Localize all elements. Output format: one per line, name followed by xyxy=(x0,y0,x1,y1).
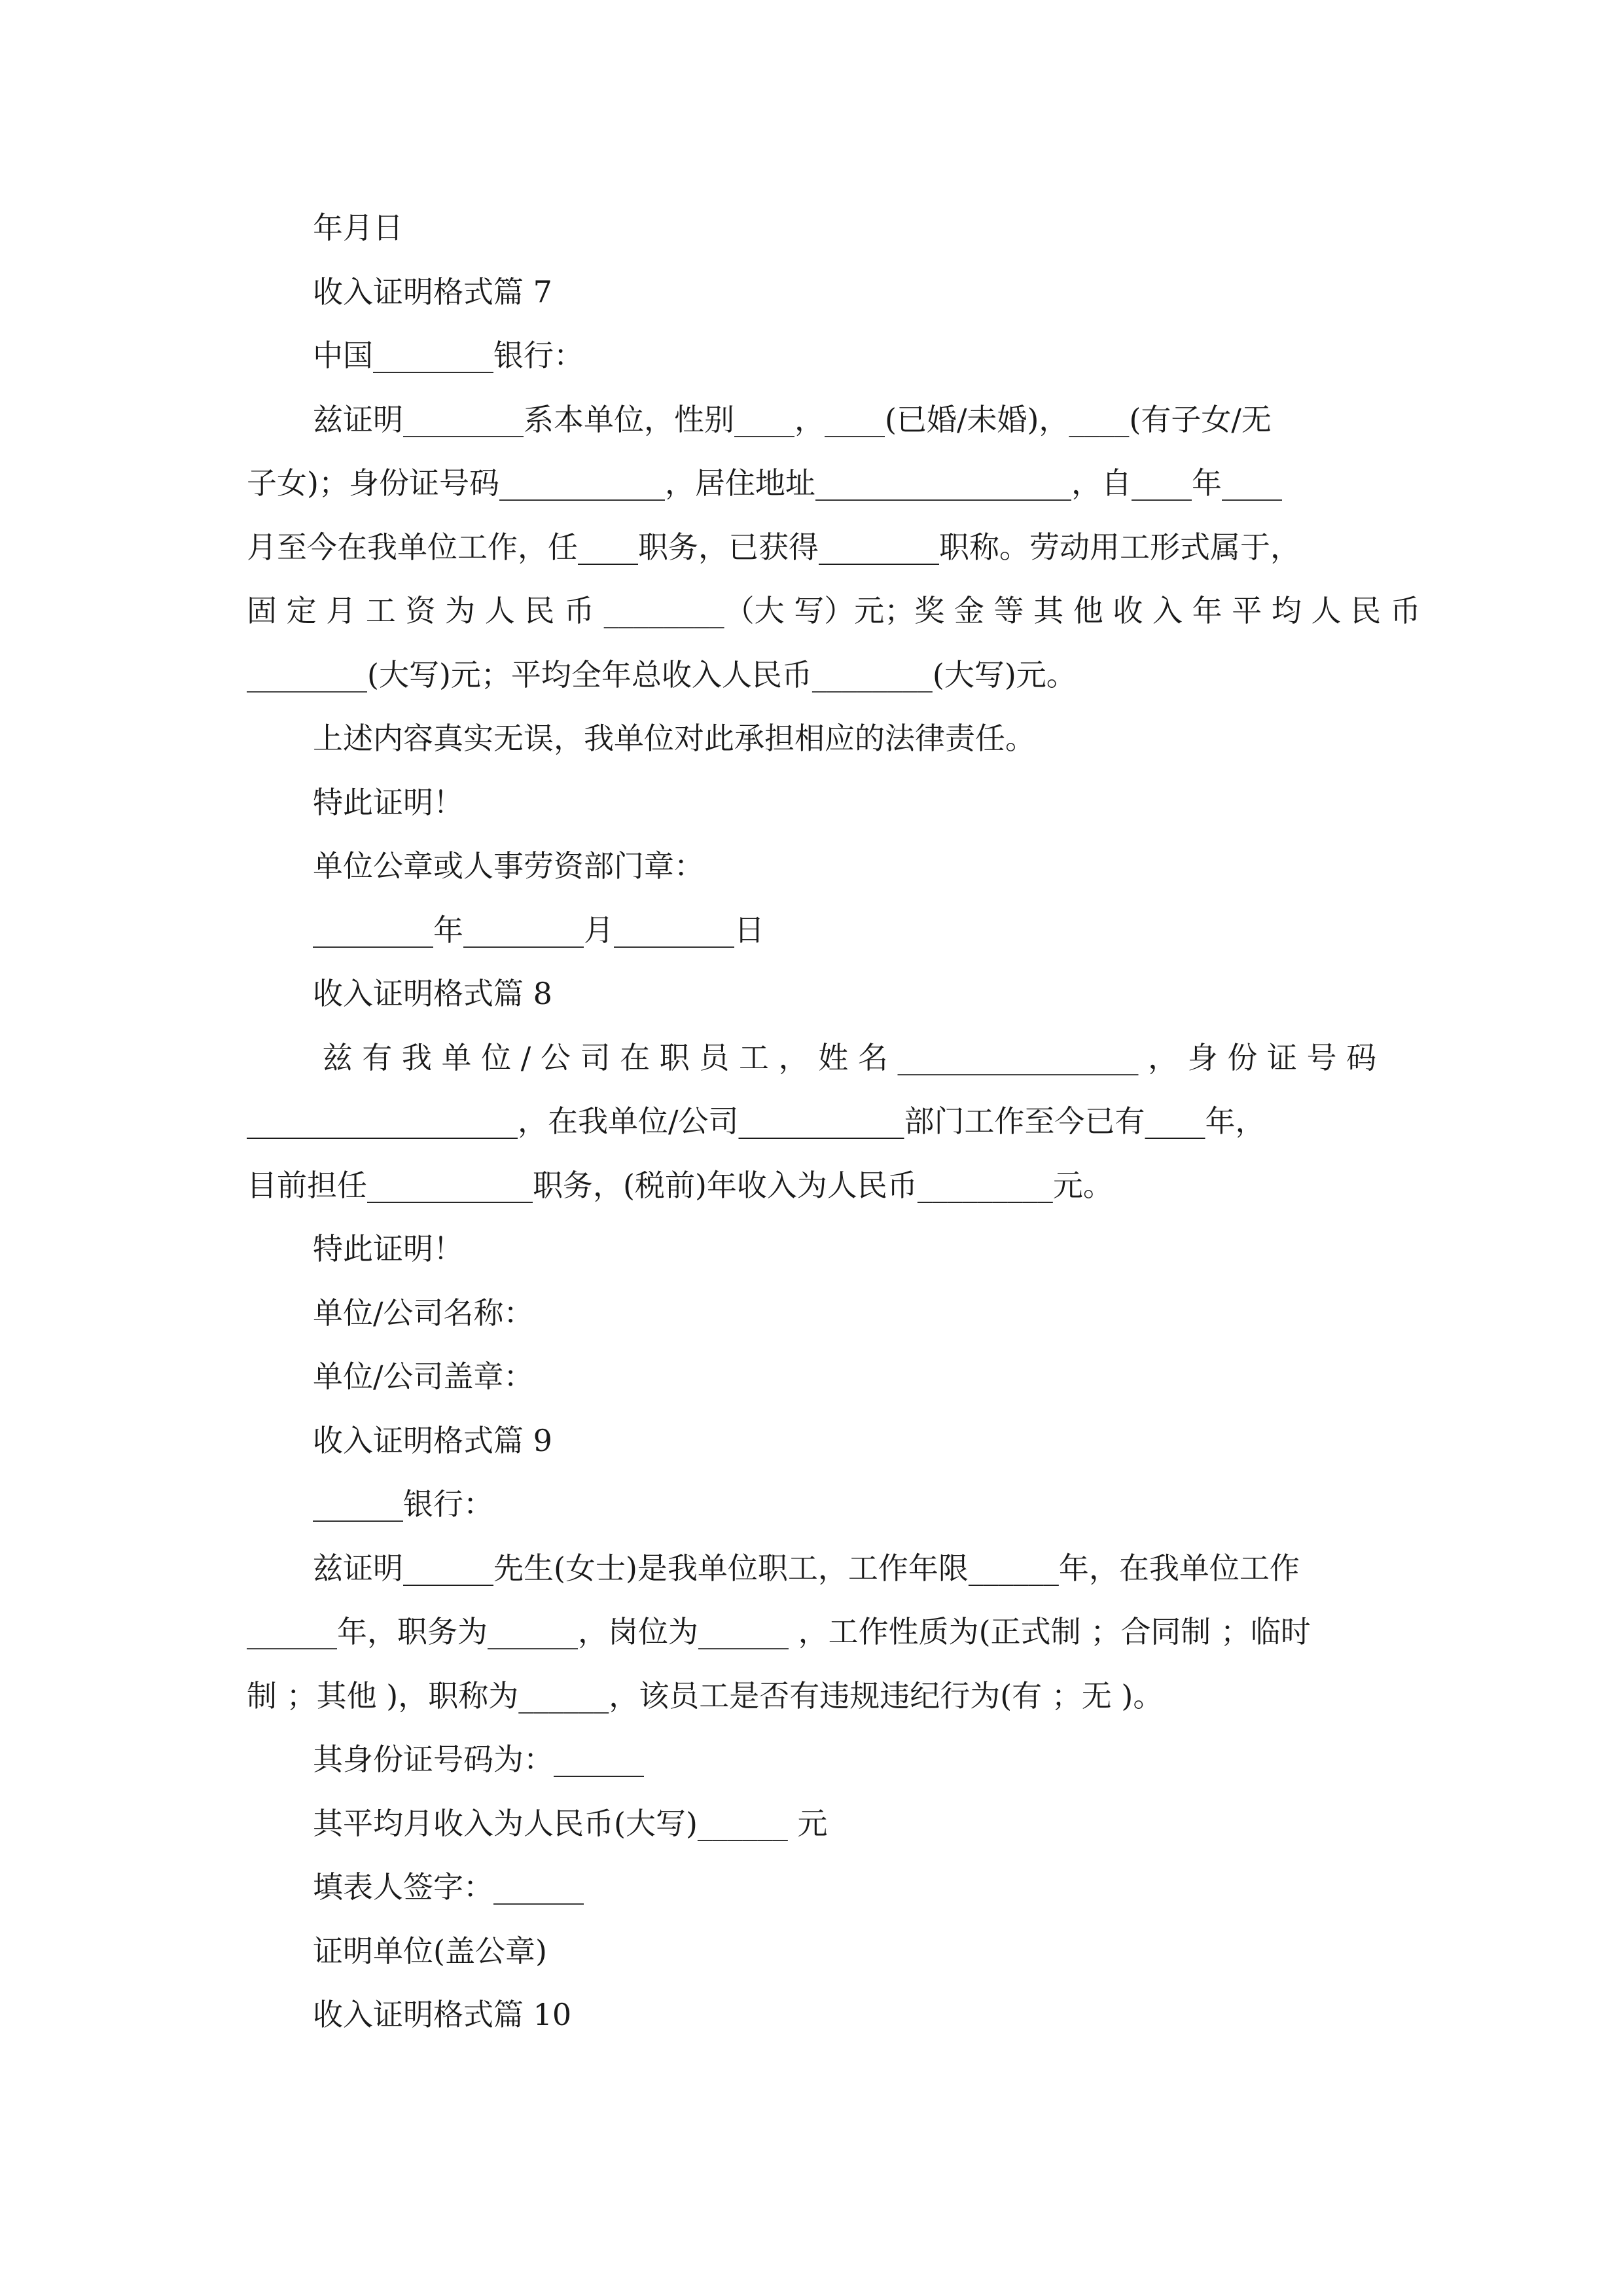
paragraph-line: 制 ；其他 )，职称为______，该员工是否有违规违纪行为(有 ；无 )。 xyxy=(247,1678,1164,1713)
id-number-line: 其身份证号码为：______ xyxy=(313,1742,644,1777)
section-heading-7: 收入证明格式篇 7 xyxy=(313,274,552,310)
income-line: 其平均月收入为人民币(大写)______ 元 xyxy=(313,1806,828,1841)
paragraph-line: 兹证明______先生(女士)是我单位职工，工作年限______年，在我单位工作 xyxy=(313,1551,1300,1586)
paragraph-line: 子女)；身份证号码___________，居住地址_________________，自____年____ xyxy=(247,465,1282,501)
closing-line: 特此证明！ xyxy=(313,785,463,820)
paragraph-line: 兹 有 我 单 位 / 公 司 在 职 员 工 ， 姓 名 ________________ ， 身 份 证 号 码 xyxy=(313,1040,1377,1075)
paragraph-line: ______年，职务为______，岗位为______ ，工作性质为(正式制 ；合同制 ；临时 xyxy=(247,1614,1311,1649)
section-heading-9: 收入证明格式篇 9 xyxy=(313,1423,552,1458)
bank-line: 中国________银行： xyxy=(313,338,584,373)
closing-line: 特此证明！ xyxy=(313,1231,463,1266)
paragraph-line: __________________，在我单位/公司___________部门工作至今已有____年， xyxy=(247,1103,1266,1139)
date-line: 年月日 xyxy=(313,210,403,245)
section-heading-10: 收入证明格式篇 10 xyxy=(313,1997,572,2032)
company-name-line: 单位/公司名称： xyxy=(313,1295,534,1331)
seal-line: 单位公章或人事劳资部门章： xyxy=(313,848,704,884)
paragraph-line: 固 定 月 工 资 为 人 民 币 ________（大 写）元；奖 金 等 其 他 收 入 年 平 均 人 民 币 xyxy=(247,593,1421,628)
certifying-unit-line: 证明单位(盖公章) xyxy=(313,1933,547,1969)
paragraph-line: 月至今在我单位工作，任____职务，已获得________职称。劳动用工形式属于， xyxy=(247,529,1300,565)
paragraph-line: 兹证明________系本单位，性别____，____(已婚/未婚)，____(有子女/无 xyxy=(313,402,1272,437)
signature-line: 填表人签字：______ xyxy=(313,1869,584,1905)
paragraph-line: 目前担任___________职务，(税前)年收入为人民币_________元。 xyxy=(247,1168,1113,1203)
company-seal-line: 单位/公司盖章： xyxy=(313,1359,534,1394)
date-blank-line: ________年________月________日 xyxy=(313,912,764,948)
paragraph-line: 上述内容真实无误，我单位对此承担相应的法律责任。 xyxy=(313,721,1035,756)
bank-line: ______银行： xyxy=(313,1486,493,1522)
paragraph-line: ________(大写)元；平均全年总收入人民币________(大写)元。 xyxy=(247,657,1077,692)
section-heading-8: 收入证明格式篇 8 xyxy=(313,976,552,1011)
